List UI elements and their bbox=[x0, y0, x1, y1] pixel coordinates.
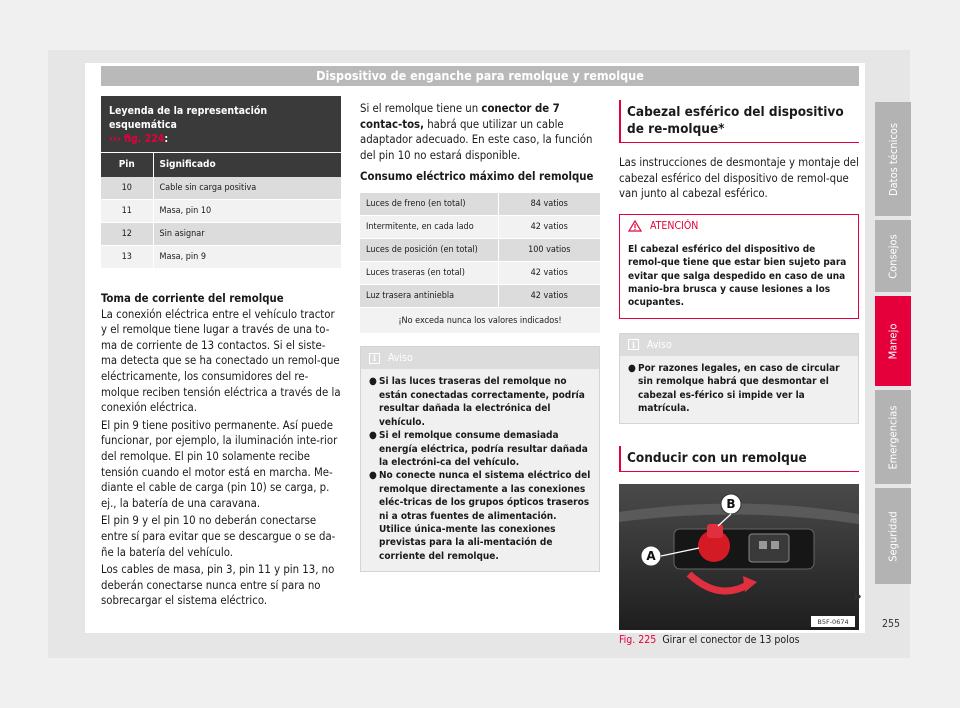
paragraph: El pin 9 y el pin 10 no deberán conectarse entre sí para evitar que se descargue o se da-ñe la batería del vehículo. bbox=[101, 514, 336, 559]
tab-manejo[interactable]: Manejo bbox=[875, 296, 911, 386]
column-2 bbox=[360, 101, 600, 572]
figure-reference-link[interactable]: ››› fig. 224 bbox=[109, 133, 165, 145]
table-row: Luces traseras (en total) 42 vatios bbox=[360, 262, 600, 285]
page-header: Dispositivo de enganche para remolque y remolque bbox=[101, 66, 859, 86]
table-row: 11 Masa, pin 10 bbox=[101, 200, 341, 223]
section-heading-consumo: Consumo eléctrico máximo del remolque bbox=[360, 170, 594, 184]
warning-box bbox=[619, 214, 859, 319]
paragraph: Si el remolque tiene un conector de 7 contac-tos, habrá que utilizar un cable adaptador adecuado. En este caso, la función del pin 10 no estará disponible. bbox=[360, 102, 593, 162]
column-3 bbox=[619, 100, 859, 646]
consumption-table bbox=[360, 193, 600, 335]
pin-legend-table bbox=[101, 96, 341, 269]
list-item: ● No conecte nunca el sistema eléctrico del remolque directamente a las conexiones eléc-tricas de los grupos ópticos traseros ni a otras fuentes de alimentación. Utilice única-mente las conexiones previstas para la ali-mentación de corriente del remolque. bbox=[369, 470, 591, 562]
tab-datos-tecnicos[interactable]: Datos técnicos bbox=[875, 102, 911, 216]
table-row: Luces de posición (en total) 100 vatios bbox=[360, 239, 600, 262]
figure-code: B5F-0674 bbox=[817, 618, 849, 627]
section-heading-toma: Toma de corriente del remolque bbox=[101, 292, 284, 305]
section-heading-conducir: Conducir con un remolque bbox=[619, 446, 859, 472]
section-heading-cabezal: Cabezal esférico del dispositivo de re-molque* bbox=[619, 100, 859, 143]
list-item: ● Si las luces traseras del remolque no están conectadas correctamente, podría resultar dañada la electrónica del vehículo. bbox=[369, 376, 585, 428]
paragraph: Los cables de masa, pin 3, pin 11 y pin 13, no deberán conectarse nunca entre sí para no sobrecargar el sistema eléctrico. bbox=[101, 563, 335, 608]
table-caption: Leyenda de la representación esquemática ››› fig. 224: bbox=[101, 96, 341, 153]
table-row: 10 Cable sin carga positiva bbox=[101, 177, 341, 200]
table-row: Luces de freno (en total) 84 vatios bbox=[360, 193, 600, 216]
warning-triangle-icon bbox=[628, 220, 642, 232]
warning-header: ATENCIÓN bbox=[620, 215, 858, 237]
tab-seguridad[interactable]: Seguridad bbox=[875, 488, 911, 584]
aviso-header: i Aviso bbox=[361, 347, 599, 369]
column-header-pin: Pin bbox=[101, 153, 153, 177]
paragraph: El pin 9 tiene positivo permanente. Así puede funcionar, por ejemplo, la iluminación inte-rior del remolque. El pin 10 solamente recibe tensión cuando el motor está en marcha. Me-diante el cable de carga (pin 10) se carga, p. ej., la batería de una caravana. bbox=[101, 418, 338, 510]
table-row: Intermitente, en cada lado 42 vatios bbox=[360, 216, 600, 239]
figure-225-image bbox=[619, 484, 859, 630]
aviso-box bbox=[360, 346, 600, 572]
table-note: ¡No exceda nunca los valores indicados! bbox=[360, 308, 600, 334]
warning-text: El cabezal esférico del dispositivo de remol-que tiene que estar bien sujeto para evitar que salga despedido en caso de una manio-bra brusca y cause lesiones a los ocupantes. bbox=[620, 237, 858, 318]
aviso-box bbox=[619, 333, 859, 425]
figure-label-a: A bbox=[646, 549, 656, 564]
column-header-significado: Significado bbox=[153, 153, 341, 177]
column-1 bbox=[101, 96, 341, 611]
connector-illustration bbox=[619, 484, 859, 630]
tab-consejos[interactable]: Consejos bbox=[875, 220, 911, 292]
paragraph: La conexión eléctrica entre el vehículo tractor y el remolque tiene lugar a través de una to-ma de corriente de 13 contactos. Si el siste-ma detecta que se ha conectado un remol-que eléctricamente, los consumidores del re-molque reciben tensión eléctrica a través de la conexión eléctrica. bbox=[101, 307, 341, 415]
figure-caption: Fig. 225 Girar el conector de 13 polos bbox=[619, 634, 800, 647]
aviso-header: i Aviso bbox=[620, 334, 858, 356]
paragraph: Las instrucciones de desmontaje y montaje del cabezal esférico del dispositivo de remol-que van junto al cabezal esférico. bbox=[619, 156, 859, 201]
info-icon: i bbox=[369, 353, 380, 364]
table-row: 13 Masa, pin 9 bbox=[101, 246, 341, 269]
figure-label-b: B bbox=[726, 497, 736, 512]
page-number: 255 bbox=[882, 618, 901, 630]
continue-arrow-icon: » bbox=[853, 587, 862, 605]
table-row: Luz trasera antiniebla 42 vatios bbox=[360, 285, 600, 308]
table-row: 12 Sin asignar bbox=[101, 223, 341, 246]
tab-emergencias[interactable]: Emergencias bbox=[875, 390, 911, 484]
list-item: ● Por razones legales, en caso de circular sin remolque habrá que desmontar el cabezal es-férico si impide ver la matrícula. bbox=[628, 362, 840, 415]
list-item: ● Si el remolque consume demasiada energía eléctrica, podría resultar dañada la electróni-ca del vehículo. bbox=[369, 430, 588, 468]
info-icon: i bbox=[628, 339, 639, 350]
